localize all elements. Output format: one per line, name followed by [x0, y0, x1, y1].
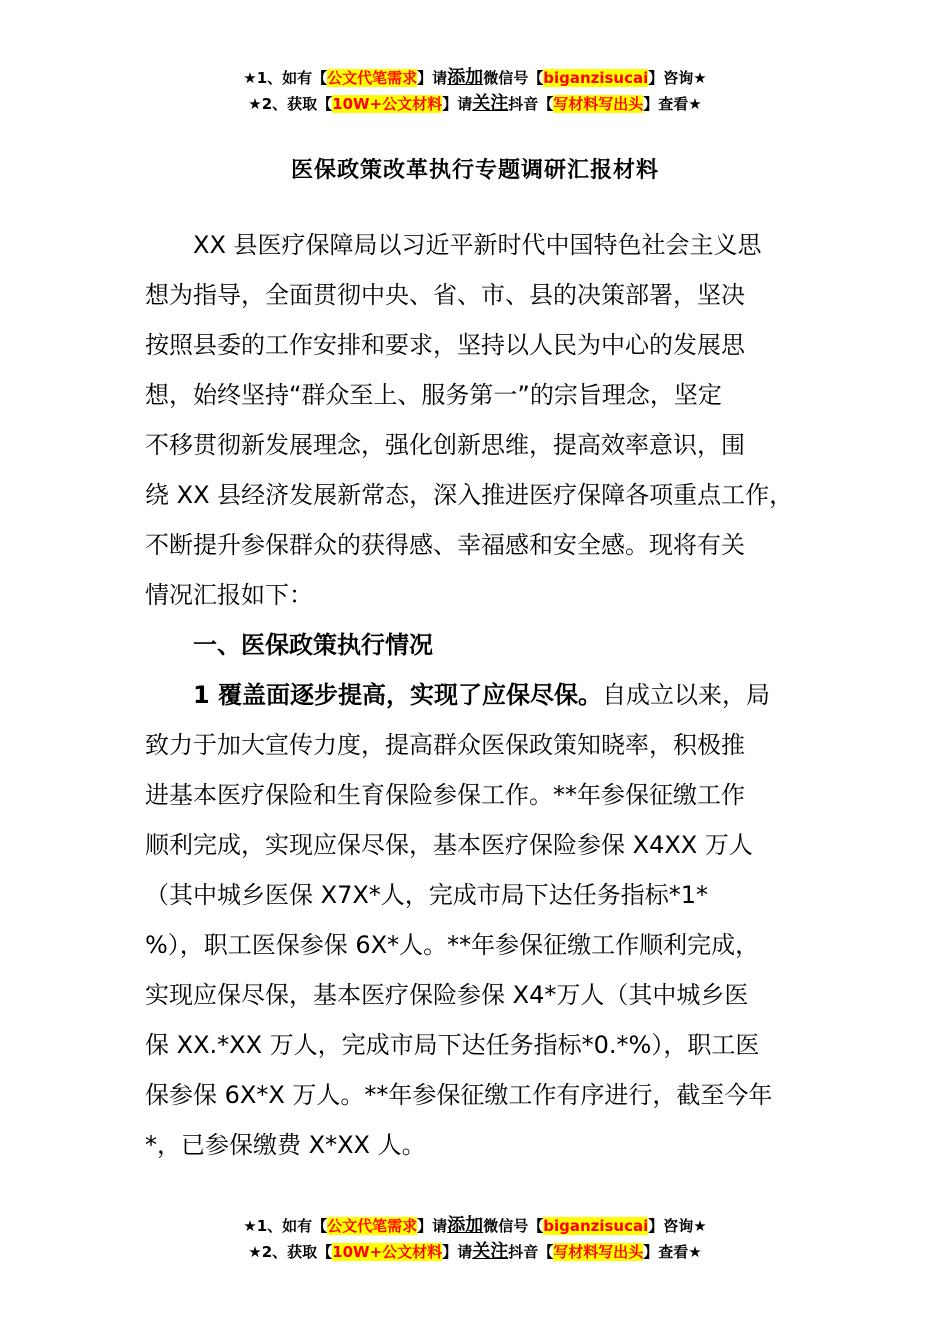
- highlight-text: 公文代笔需求: [327, 69, 418, 87]
- banner-text: 】请: [442, 1243, 473, 1261]
- underlined-text: 添加: [447, 1215, 484, 1236]
- banner-line-1: [0, 1213, 950, 1239]
- banner-text: 】请: [417, 69, 448, 87]
- paragraph-line: 情况汇报如下：: [145, 581, 313, 609]
- banner-text: 】查看★: [643, 1243, 702, 1261]
- paragraph-line: 保参保 6X*X 万人。**年参保征缴工作有序进行，截至今年: [145, 1081, 773, 1109]
- highlight-text: biganzisucai: [543, 1217, 649, 1235]
- banner-text: 微信号【: [483, 69, 544, 87]
- paragraph-line: 进基本医疗保险和生育保险参保工作。**年参保征缴工作: [145, 781, 745, 809]
- highlight-text: 10W+公文材料: [332, 1243, 443, 1261]
- banner-text: 】咨询★: [648, 1217, 707, 1235]
- paragraph-line: 保 XX.*XX 万人，完成市局下达任务指标*0.*%），职工医: [145, 1031, 760, 1059]
- banner-text: ★1、如有【: [243, 1217, 328, 1235]
- paragraph-line: 致力于加大宣传力度，提高群众医保政策知晓率，积极推: [145, 731, 745, 759]
- paragraph-line: 绕 XX 县经济发展新常态，深入推进医疗保障各项重点工作，: [145, 481, 794, 509]
- paragraph-line: 想，始终坚持“群众至上、服务第一”的宗旨理念，坚定: [145, 381, 722, 409]
- banner-text: ★2、获取【: [248, 95, 333, 113]
- banner-text: ★1、如有【: [243, 69, 328, 87]
- banner-line-2: [0, 1239, 950, 1265]
- item-first-line: [145, 670, 825, 720]
- banner-text: 】查看★: [643, 95, 702, 113]
- item-rest: 自成立以来，局: [602, 681, 771, 709]
- paragraph-line: （其中城乡医保 X7X*人，完成市局下达任务指标*1*: [145, 881, 709, 909]
- paragraph-line: 不断提升参保群众的获得感、幸福感和安全感。现将有关: [145, 531, 745, 559]
- paragraph-line: 实现应保尽保，基本医疗保险参保 X4*万人（其中城乡医: [145, 981, 749, 1009]
- paragraph-line: %），职工医保参保 6X*人。**年参保征缴工作顺利完成，: [145, 931, 760, 959]
- banner-text: 微信号【: [483, 1217, 544, 1235]
- paragraph-line: 不移贯彻新发展理念，强化创新思维，提高效率意识，围: [145, 431, 745, 459]
- highlight-text: 写材料写出头: [553, 1243, 644, 1261]
- highlight-text: biganzisucai: [543, 69, 649, 87]
- highlight-text: 写材料写出头: [553, 95, 644, 113]
- highlight-text: 公文代笔需求: [327, 1217, 418, 1235]
- banner-line-2: [0, 91, 950, 117]
- banner-text: 抖音【: [508, 95, 554, 113]
- item-bold-lead: 1 覆盖面逐步提高，实现了应保尽保。: [193, 681, 603, 709]
- underlined-text: 关注: [472, 1241, 509, 1262]
- paragraph-line: 按照县委的工作安排和要求，坚持以人民为中心的发展思: [145, 331, 745, 359]
- underlined-text: 关注: [472, 93, 509, 114]
- banner-text: 】请: [442, 95, 473, 113]
- paragraph-line: *，已参保缴费 X*XX 人。: [145, 1131, 426, 1159]
- paragraph-line: 顺利完成，实现应保尽保，基本医疗保险参保 X4XX 万人: [145, 831, 753, 859]
- footer-ad-banner: [0, 1213, 950, 1265]
- intro-paragraph: [145, 220, 825, 1170]
- paragraph-line: 想为指导，全面贯彻中央、省、市、县的决策部署，坚决: [145, 281, 745, 309]
- document-title: 医保政策改革执行专题调研汇报材料: [290, 158, 659, 183]
- banner-text: 抖音【: [508, 1243, 554, 1261]
- section-heading: 一、医保政策执行情况: [193, 631, 433, 659]
- header-ad-banner: [0, 65, 950, 117]
- banner-text: 】请: [417, 1217, 448, 1235]
- banner-text: 】咨询★: [648, 69, 707, 87]
- underlined-text: 添加: [447, 67, 484, 88]
- banner-line-1: [0, 65, 950, 91]
- banner-text: ★2、获取【: [248, 1243, 333, 1261]
- paragraph-line: XX 县医疗保障局以习近平新时代中国特色社会主义思: [193, 231, 762, 259]
- highlight-text: 10W+公文材料: [332, 95, 443, 113]
